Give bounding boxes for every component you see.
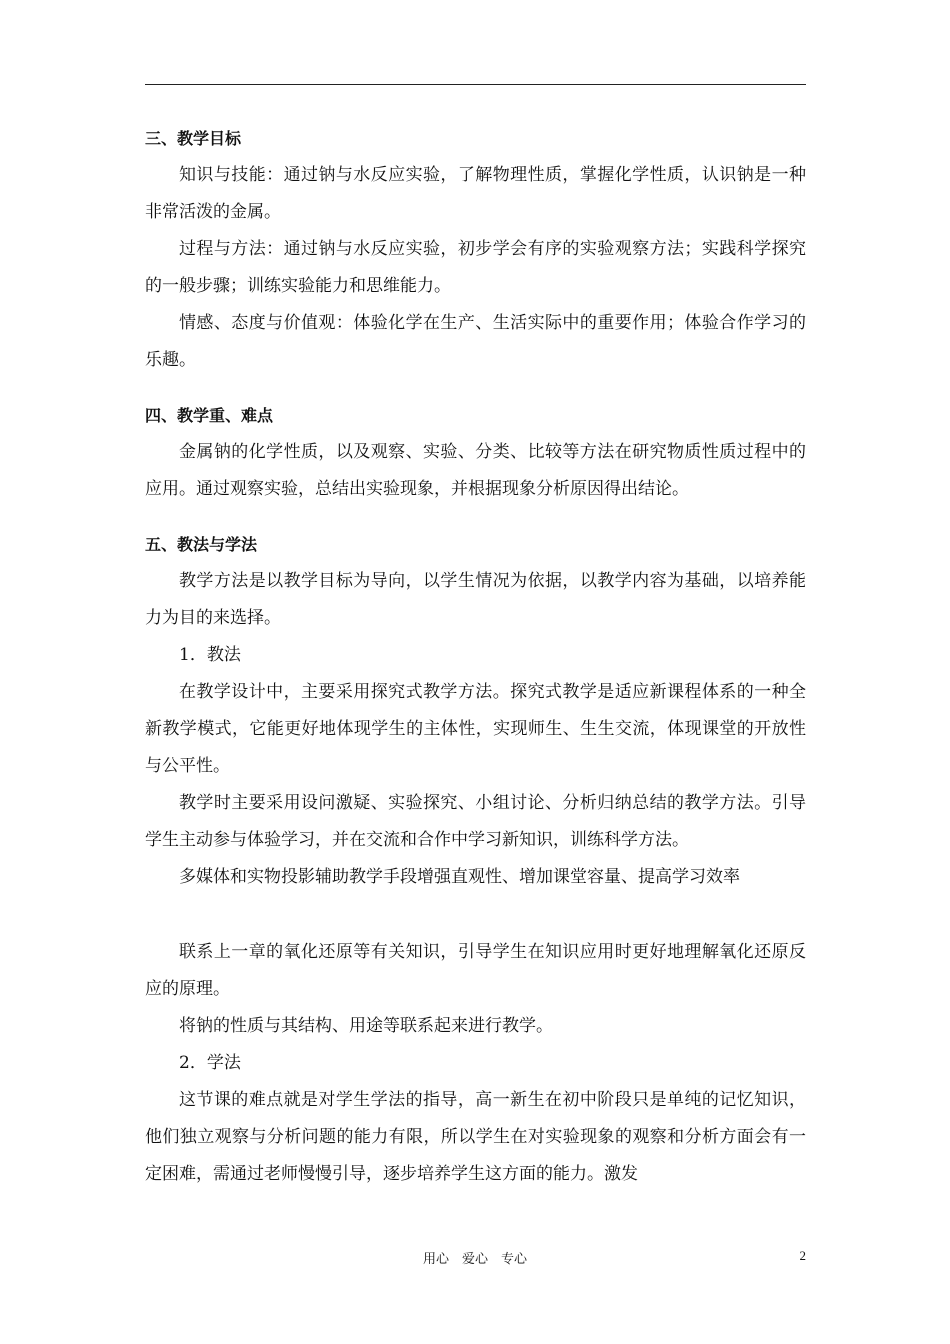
paragraph-redox-link: 联系上一章的氧化还原等有关知识，引导学生在知识应用时更好地理解氧化还原反应的原理。 [145, 942, 806, 999]
paragraph-methods-intro: 教学方法是以教学目标为导向，以学生情况为依据，以教学内容为基础，以培养能力为目的来选择。 [145, 571, 806, 628]
paragraph-process-method: 过程与方法：通过钠与水反应实验，初步学会有序的实验观察方法；实践科学探究的一般步骤；训练实验能力和思维能力。 [145, 239, 806, 296]
page-number: 2 [799, 1248, 806, 1263]
document-body [145, 120, 806, 1193]
paragraph-knowledge-skills: 知识与技能：通过钠与水反应实验，了解物理性质，掌握化学性质，认识钠是一种非常活泼的金属。 [145, 165, 806, 222]
header-rule [145, 84, 806, 85]
paragraph-learning-guidance: 这节课的难点就是对学生学法的指导，高一新生在初中阶段只是单纯的记忆知识，他们独立观察与分析问题的能力有限，所以学生在对实验现象的观察和分析方面会有一定困难，需通过老师慢慢引导，逐步培养学生这方面的能力。激发 [145, 1090, 806, 1184]
section-heading-methods: 五、教法与学法 [145, 535, 258, 554]
paragraph-multimedia: 多媒体和实物投影辅助教学手段增强直观性、增加课堂容量、提高学习效率 [179, 867, 740, 887]
paragraph-teaching-approaches: 教学时主要采用设问激疑、实验探究、小组讨论、分析归纳总结的教学方法。引导学生主动参与体验学习，并在交流和合作中学习新知识，训练科学方法。 [145, 793, 806, 850]
section-heading-objectives: 三、教学目标 [145, 129, 242, 148]
subheading-teaching-method: 1．教法 [179, 645, 241, 665]
paragraph-key-points: 金属钠的化学性质，以及观察、实验、分类、比较等方法在研究物质性质过程中的应用。通过观察实验，总结出实验现象，并根据现象分析原因得出结论。 [145, 442, 806, 499]
subheading-learning-method: 2．学法 [179, 1053, 241, 1073]
paragraph-structure-use: 将钠的性质与其结构、用途等联系起来进行教学。 [179, 1016, 553, 1036]
footer-motto: 用心 爱心 专心 [422, 1252, 527, 1267]
paragraph-emotion-values: 情感、态度与价值观：体验化学在生产、生活实际中的重要作用；体验合作学习的乐趣。 [145, 313, 806, 370]
section-heading-key-points: 四、教学重、难点 [145, 406, 274, 425]
paragraph-inquiry-teaching: 在教学设计中，主要采用探究式教学方法。探究式教学是适应新课程体系的一种全新教学模式，它能更好地体现学生的主体性，实现师生、生生交流，体现课堂的开放性与公平性。 [145, 682, 806, 776]
